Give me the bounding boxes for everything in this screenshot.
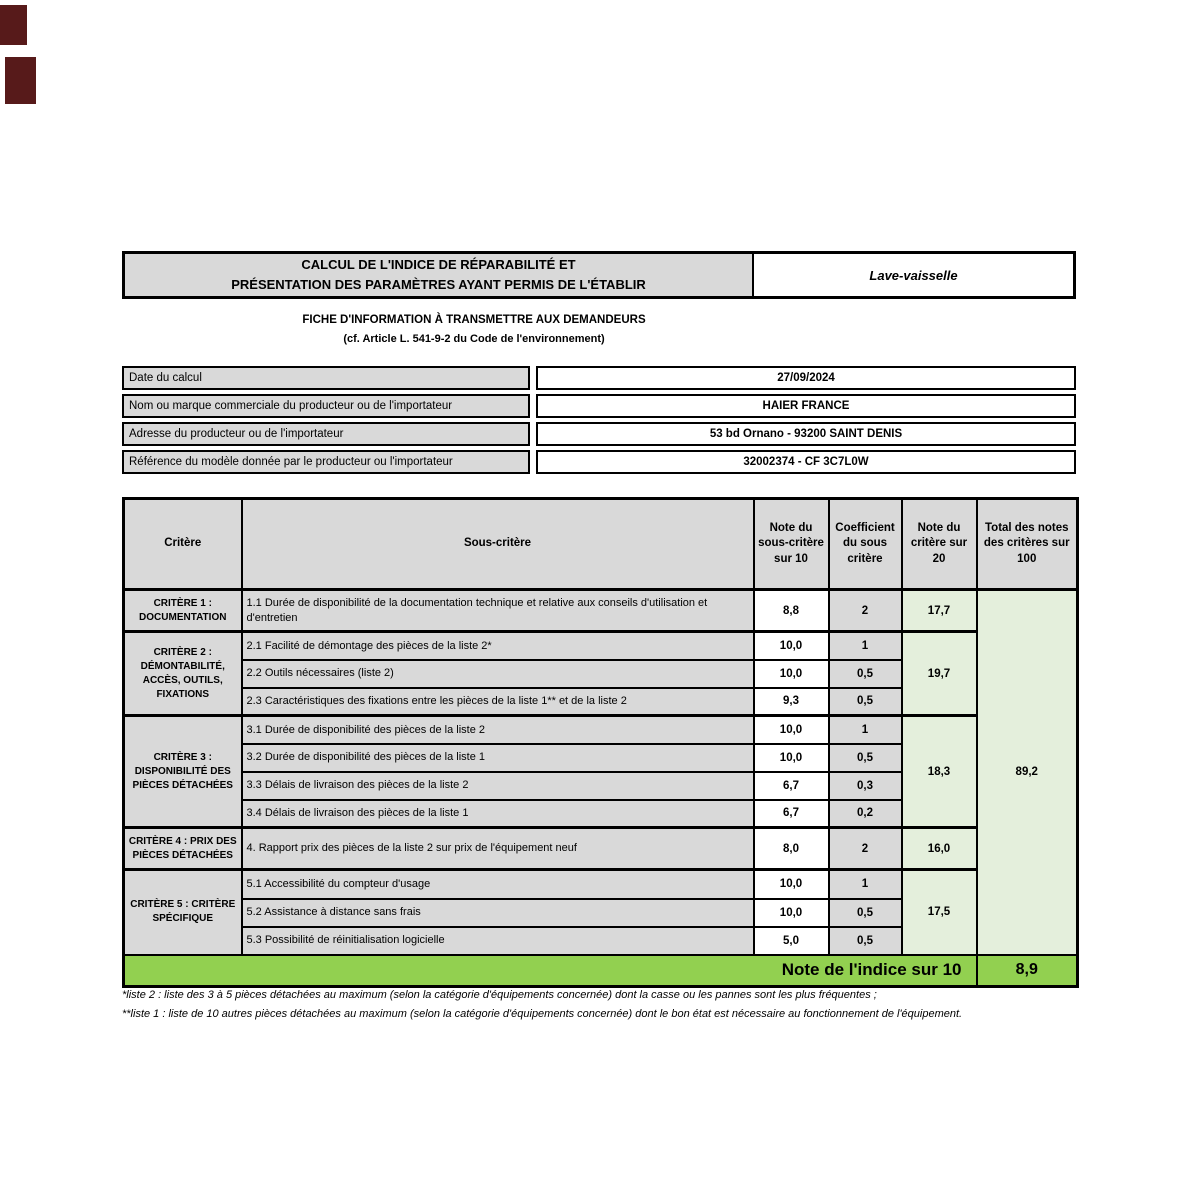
coefficient-cell: 1 [829, 870, 902, 899]
header-note-sub: Note du sous-critère sur 10 [754, 499, 829, 590]
info-label: Nom ou marque commerciale du producteur ou de l'importateur [122, 394, 530, 418]
sub-criterion-cell: 3.2 Durée de disponibilité des pièces de la liste 1 [242, 744, 754, 772]
criterion-cell: CRITÈRE 3 : DISPONIBILITÉ DES PIÈCES DÉTACHÉES [124, 716, 242, 828]
sub-criterion-cell: 2.3 Caractéristiques des fixations entre les pièces de la liste 1** et de la liste 2 [242, 688, 754, 716]
coefficient-cell: 1 [829, 632, 902, 660]
sub-criterion-cell: 5.1 Accessibilité du compteur d'usage [242, 870, 754, 899]
note-cell: 10,0 [754, 632, 829, 660]
header-total-100: Total des notes des critères sur 100 [977, 499, 1078, 590]
criterion-cell: CRITÈRE 5 : CRITÈRE SPÉCIFIQUE [124, 870, 242, 955]
criterion-note-20-cell: 17,5 [902, 870, 977, 955]
criterion-note-20-cell: 17,7 [902, 590, 977, 632]
document-title-line1: CALCUL DE L'INDICE DE RÉPARABILITÉ ET [301, 256, 576, 272]
note-cell: 10,0 [754, 899, 829, 927]
index-value: 8,9 [977, 955, 1078, 987]
table-row [124, 716, 1078, 744]
coefficient-cell: 0,5 [829, 744, 902, 772]
note-cell: 6,7 [754, 800, 829, 828]
table-row [124, 870, 1078, 899]
note-cell: 10,0 [754, 716, 829, 744]
table-row [124, 590, 1078, 632]
criterion-cell: CRITÈRE 4 : PRIX DES PIÈCES DÉTACHÉES [124, 828, 242, 870]
info-row-brand [122, 394, 1076, 418]
sub-criterion-cell: 4. Rapport prix des pièces de la liste 2 sur prix de l'équipement neuf [242, 828, 754, 870]
info-label: Date du calcul [122, 366, 530, 390]
criterion-note-20-cell: 18,3 [902, 716, 977, 828]
info-row-date [122, 366, 1076, 390]
product-info-table [122, 366, 1076, 478]
index-label: Note de l'indice sur 10 [124, 955, 977, 987]
total-notes-cell: 89,2 [977, 590, 1078, 955]
coefficient-cell: 2 [829, 828, 902, 870]
document-header [122, 251, 1076, 299]
sub-criterion-cell: 2.1 Facilité de démontage des pièces de la liste 2* [242, 632, 754, 660]
info-row-model-reference [122, 450, 1076, 474]
info-label: Référence du modèle donnée par le producteur ou l'importateur [122, 450, 530, 474]
document-title [125, 254, 754, 296]
index-row [124, 955, 1078, 987]
product-type-box: Lave-vaisselle [754, 254, 1073, 296]
note-cell: 10,0 [754, 870, 829, 899]
info-row-address [122, 422, 1076, 446]
coefficient-cell: 0,5 [829, 899, 902, 927]
sub-criterion-cell: 3.1 Durée de disponibilité des pièces de la liste 2 [242, 716, 754, 744]
sub-criterion-cell: 5.3 Possibilité de réinitialisation logicielle [242, 927, 754, 955]
sub-criterion-cell: 1.1 Durée de disponibilité de la documentation technique et relative aux conseils d'utilisation et d'entretien [242, 590, 754, 632]
sub-criterion-cell: 2.2 Outils nécessaires (liste 2) [242, 660, 754, 688]
corner-artifact-mark [0, 5, 27, 45]
sub-criterion-cell: 5.2 Assistance à distance sans frais [242, 899, 754, 927]
info-label: Adresse du producteur ou de l'importateur [122, 422, 530, 446]
subtitle-line2: (cf. Article L. 541-9-2 du Code de l'environnement) [343, 333, 605, 345]
info-value: HAIER FRANCE [536, 394, 1076, 418]
table-row [124, 632, 1078, 660]
sub-criterion-cell: 3.4 Délais de livraison des pièces de la liste 1 [242, 800, 754, 828]
document-title-line2: PRÉSENTATION DES PARAMÈTRES AYANT PERMIS DE L'ÉTABLIR [231, 277, 646, 292]
score-table-container [122, 497, 1076, 988]
note-cell: 10,0 [754, 660, 829, 688]
footnote-liste-2: *liste 2 : liste des 3 à 5 pièces détachées au maximum (selon la catégorie d'équipements concernée) dont la casse ou les pannes sont les plus fréquentes ; [122, 989, 877, 1001]
header-criterion: Critère [124, 499, 242, 590]
footnote-liste-1: **liste 1 : liste de 10 autres pièces détachées au maximum (selon la catégorie d'équipements concernée) dont le bon état est nécessaire au fonctionnement de l'équipement. [122, 1008, 963, 1020]
coefficient-cell: 2 [829, 590, 902, 632]
table-row [124, 828, 1078, 870]
criterion-note-20-cell: 19,7 [902, 632, 977, 716]
info-value: 27/09/2024 [536, 366, 1076, 390]
subtitle-line1: FICHE D'INFORMATION À TRANSMETTRE AUX DEMANDEURS [302, 314, 646, 326]
footnotes [122, 989, 1082, 1027]
coefficient-cell: 0,5 [829, 660, 902, 688]
document-subtitle [122, 314, 826, 345]
coefficient-cell: 0,5 [829, 688, 902, 716]
criterion-note-20-cell: 16,0 [902, 828, 977, 870]
repairability-score-table [122, 497, 1079, 988]
coefficient-cell: 0,2 [829, 800, 902, 828]
note-cell: 8,0 [754, 828, 829, 870]
header-sub-criterion: Sous-critère [242, 499, 754, 590]
coefficient-cell: 0,5 [829, 927, 902, 955]
note-cell: 9,3 [754, 688, 829, 716]
note-cell: 10,0 [754, 744, 829, 772]
criterion-cell: CRITÈRE 2 : DÉMONTABILITÉ, ACCÈS, OUTILS, FIXATIONS [124, 632, 242, 716]
coefficient-cell: 1 [829, 716, 902, 744]
coefficient-cell: 0,3 [829, 772, 902, 800]
header-note-20: Note du critère sur 20 [902, 499, 977, 590]
note-cell: 8,8 [754, 590, 829, 632]
criterion-cell: CRITÈRE 1 : DOCUMENTATION [124, 590, 242, 632]
table-header-row [124, 499, 1078, 590]
info-value: 53 bd Ornano - 93200 SAINT DENIS [536, 422, 1076, 446]
header-coefficient: Coefficient du sous critère [829, 499, 902, 590]
info-value: 32002374 - CF 3C7L0W [536, 450, 1076, 474]
note-cell: 5,0 [754, 927, 829, 955]
note-cell: 6,7 [754, 772, 829, 800]
sub-criterion-cell: 3.3 Délais de livraison des pièces de la liste 2 [242, 772, 754, 800]
corner-artifact-mark [5, 57, 36, 104]
